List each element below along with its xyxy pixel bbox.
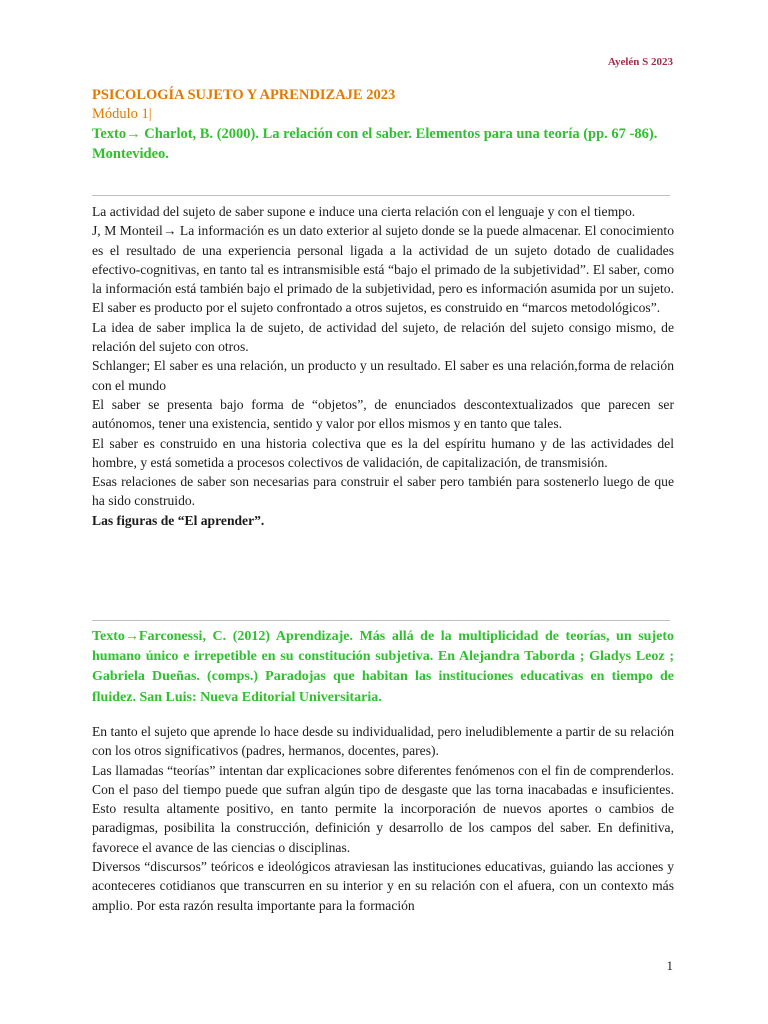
course-title: PSICOLOGÍA SUJETO Y APRENDIZAJE 2023 [92,87,396,103]
paragraph: Diversos “discursos” teóricos e ideológicos atraviesan las instituciones educativas, guiando las acciones y aconteceres cotidianos que transcurren en su interior y en su relación con el afuera, con un contexto más amplio. Por esta razón resulta importante para la formación [92,859,674,913]
paragraph: Esas relaciones de saber son necesarias para construir el saber pero también para sostenerlo luego de que ha sido construido. [92,474,674,509]
author-label: Ayelén S 2023 [607,56,673,68]
section-1-body [92,202,674,530]
paragraph: En tanto el sujeto que aprende lo hace desde su individualidad, pero ineludiblemente a partir de su relación con los otros significativos (padres, hermanos, docentes, pares). [92,724,674,759]
paragraph: La idea de saber implica la de sujeto, de actividad del sujeto, de relación del sujeto consigo mismo, de relación del sujeto con otros. [92,319,674,355]
separator-line-2 [92,620,670,621]
page-number: 1 [666,958,673,973]
paragraph: Las llamadas “teorías” intentan dar explicaciones sobre diferentes fenómenos con el fin de comprenderlos. Con el paso del tiempo puede que sufran algún tipo de desgaste que las torna inacabadas e insuficientes. Esto resulta altamente positivo, en tanto permite la incorporación de nuevos aportes o cambios de paradigmas, posibilita la construcción, definición y desarrollo de los campos del saber. En definitiva, favorece el avance de las ciencias o disciplinas. [92,762,674,855]
source-citation-2: Texto→Farconessi, C. (2012) Aprendizaje. Más allá de la multiplicidad de teorías, un sujeto humano único e irrepetible en su constitución subjetiva. En Alejandra Taborda ; Gladys Leoz ; Gabriela Dueñas. (comps.) Paradojas que habitan las instituciones educativas en tiempo de fluidez. San Luis: Nueva Editorial Universitaria. [92,629,674,705]
paragraph: El saber es construido en una historia colectiva que es la del espíritu humano y de las actividades del hombre, y está sometida a procesos colectivos de validación, de capitalización, de transmisión. [92,435,674,470]
section-heading-figuras: Las figuras de “El aprender”. [92,512,265,528]
separator-line-1 [92,195,670,196]
paragraph: El saber se presenta bajo forma de “objetos”, de enunciados descontextualizados que parecen ser autónomos, tener una existencia, sentido y valor por ellos mismos y en tanto que tales. [92,396,674,432]
module-label: Módulo 1| [92,106,152,122]
paragraph: Schlanger; El saber es una relación, un producto y un resultado. El saber es una relación,forma de relación con el mundo [92,358,674,393]
source-citation-1: Texto→ Charlot, B. (2000). La relación con el saber. Elementos para una teoría (pp. 67 -86). Montevideo. [92,126,658,162]
document-header [92,86,688,164]
section-2-body [92,722,674,915]
paragraph: J, M Monteil→ La información es un dato exterior al sujeto donde se la puede almacenar. El conocimiento es el resultado de una experiencia personal ligada a la actividad de un sujeto dotado de cualidades efectivo-cognitivas, en tanto tal es intransmisible está “bajo el primado de la subjetividad”. El saber, como la información está también bajo el primado de la subjetividad, pero es información asumida por un sujeto. El saber es producto por el sujeto confrontado a otros sujetos, es construido en “marcos metodológicos”. [92,223,674,316]
paragraph: La actividad del sujeto de saber supone e induce una cierta relación con el lenguaje y con el tiempo. [92,204,636,219]
